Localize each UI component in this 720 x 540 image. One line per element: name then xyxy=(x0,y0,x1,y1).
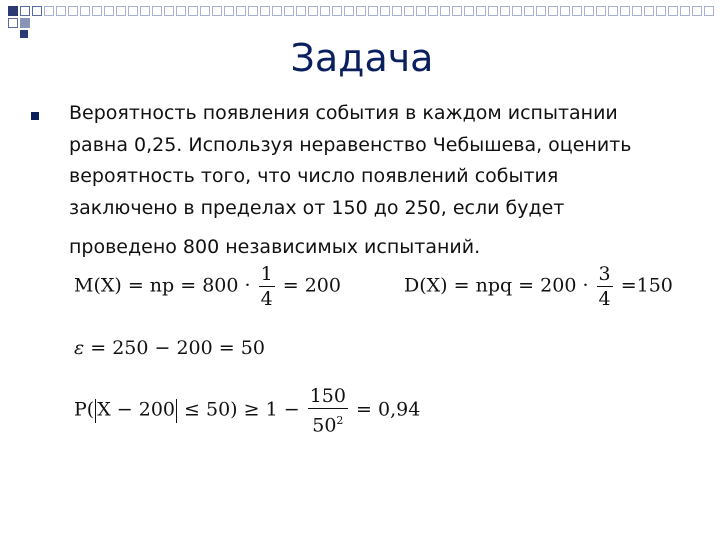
formula-variance-fraction xyxy=(597,263,613,310)
decor-square-icon xyxy=(620,6,630,16)
decor-square-icon xyxy=(380,6,390,16)
decor-square-icon xyxy=(680,6,690,16)
decor-square-icon xyxy=(8,6,18,16)
decor-square-icon xyxy=(464,6,474,16)
formula-probability-rhs: = 0,94 xyxy=(356,398,421,421)
decor-square-icon xyxy=(116,6,126,16)
fraction-numerator: 3 xyxy=(598,263,611,285)
task-paragraph xyxy=(69,98,699,264)
decor-square-icon xyxy=(452,6,462,16)
decor-square-icon xyxy=(308,6,318,16)
paragraph-line: вероятность того, что число появлений события xyxy=(69,165,559,187)
paragraph-line: Вероятность появления события в каждом испытании xyxy=(69,102,618,124)
formula-mean-fraction xyxy=(259,263,275,310)
decor-square-icon xyxy=(476,6,486,16)
decor-square-icon xyxy=(548,6,558,16)
decor-square-icon xyxy=(644,6,654,16)
decor-square-icon xyxy=(500,6,510,16)
decor-square-icon xyxy=(344,6,354,16)
denominator-base: 50 xyxy=(312,414,337,437)
formula-probability-fraction xyxy=(308,385,348,436)
decor-square-icon xyxy=(68,6,78,16)
decor-square-icon xyxy=(296,6,306,16)
decor-square-icon xyxy=(440,6,450,16)
formula-mean-lhs: M(X) = np = 800 · xyxy=(74,274,251,297)
slide-title-text: Задача xyxy=(290,36,434,80)
decor-square-icon xyxy=(164,6,174,16)
decor-square-icon xyxy=(152,6,162,16)
corner-decoration xyxy=(0,0,720,40)
decor-square-icon xyxy=(284,6,294,16)
bullet-square-icon xyxy=(31,112,39,120)
decor-square-icon xyxy=(692,6,702,16)
decor-square-icon xyxy=(236,6,246,16)
formula-probability-rest: ≤ 50) ≥ 1 − xyxy=(184,398,300,421)
decor-square-icon xyxy=(80,6,90,16)
decor-square-icon xyxy=(596,6,606,16)
decor-square-icon xyxy=(20,6,30,16)
decor-square-icon xyxy=(224,6,234,16)
decor-square-icon xyxy=(8,18,18,28)
decor-square-icon xyxy=(368,6,378,16)
fraction-denominator xyxy=(308,410,348,436)
decor-square-icon xyxy=(704,6,714,16)
decor-square-icon xyxy=(584,6,594,16)
decor-square-icon xyxy=(92,6,102,16)
decor-square-icon xyxy=(140,6,150,16)
decor-square-icon xyxy=(248,6,258,16)
decor-square-icon xyxy=(320,6,330,16)
decor-square-icon xyxy=(20,18,30,28)
formula-probability-p: P( xyxy=(74,398,95,421)
decor-square-icon xyxy=(536,6,546,16)
paragraph-line: равна 0,25. Используя неравенство Чебышева, оценить xyxy=(69,133,632,156)
slide-title xyxy=(0,36,720,80)
fraction-numerator: 1 xyxy=(260,263,273,285)
formula-mean xyxy=(74,263,341,310)
fraction-bar xyxy=(308,408,348,409)
decor-square-icon xyxy=(356,6,366,16)
fraction-numerator: 150 xyxy=(309,385,346,407)
decor-square-icon xyxy=(200,6,210,16)
paragraph-line: проведено 800 независимых испытаний. xyxy=(69,236,481,258)
formula-probability xyxy=(74,385,420,436)
decor-square-icon xyxy=(632,6,642,16)
formula-variance xyxy=(404,263,673,310)
decor-square-icon xyxy=(428,6,438,16)
decor-square-icon xyxy=(404,6,414,16)
formula-epsilon-text: = 250 − 200 = 50 xyxy=(90,337,265,359)
decor-square-icon xyxy=(44,6,54,16)
decor-square-icon xyxy=(56,6,66,16)
formula-variance-lhs: D(X) = npq = 200 · xyxy=(404,274,589,297)
decor-square-icon xyxy=(332,6,342,16)
decor-square-icon xyxy=(608,6,618,16)
decor-square-icon xyxy=(512,6,522,16)
decor-square-icon xyxy=(32,6,42,16)
decor-square-icon xyxy=(260,6,270,16)
decor-square-icon xyxy=(416,6,426,16)
formula-mean-rhs: = 200 xyxy=(282,274,341,297)
decor-square-icon xyxy=(488,6,498,16)
decor-square-icon xyxy=(176,6,186,16)
decor-square-icon xyxy=(668,6,678,16)
fraction-denominator: 4 xyxy=(598,288,611,310)
formula-variance-rhs: =150 xyxy=(620,274,673,297)
decor-square-icon xyxy=(272,6,282,16)
decor-square-icon xyxy=(524,6,534,16)
decor-square-icon xyxy=(560,6,570,16)
fraction-denominator: 4 xyxy=(260,288,273,310)
paragraph-line: заключено в пределах от 150 до 250, если будет xyxy=(69,196,565,219)
denominator-exponent: 2 xyxy=(336,414,344,427)
fraction-bar xyxy=(259,286,275,287)
formula-epsilon xyxy=(74,337,265,359)
formula-probability-inner: X − 200 xyxy=(97,398,175,421)
decor-square-icon xyxy=(104,6,114,16)
epsilon-symbol: ε xyxy=(74,337,85,359)
abs-bar-right xyxy=(176,399,177,423)
decor-square-icon xyxy=(212,6,222,16)
decor-square-icon xyxy=(656,6,666,16)
decor-square-icon xyxy=(128,6,138,16)
decor-square-icon xyxy=(188,6,198,16)
fraction-bar xyxy=(597,286,613,287)
decor-square-icon xyxy=(392,6,402,16)
decor-square-icon xyxy=(572,6,582,16)
